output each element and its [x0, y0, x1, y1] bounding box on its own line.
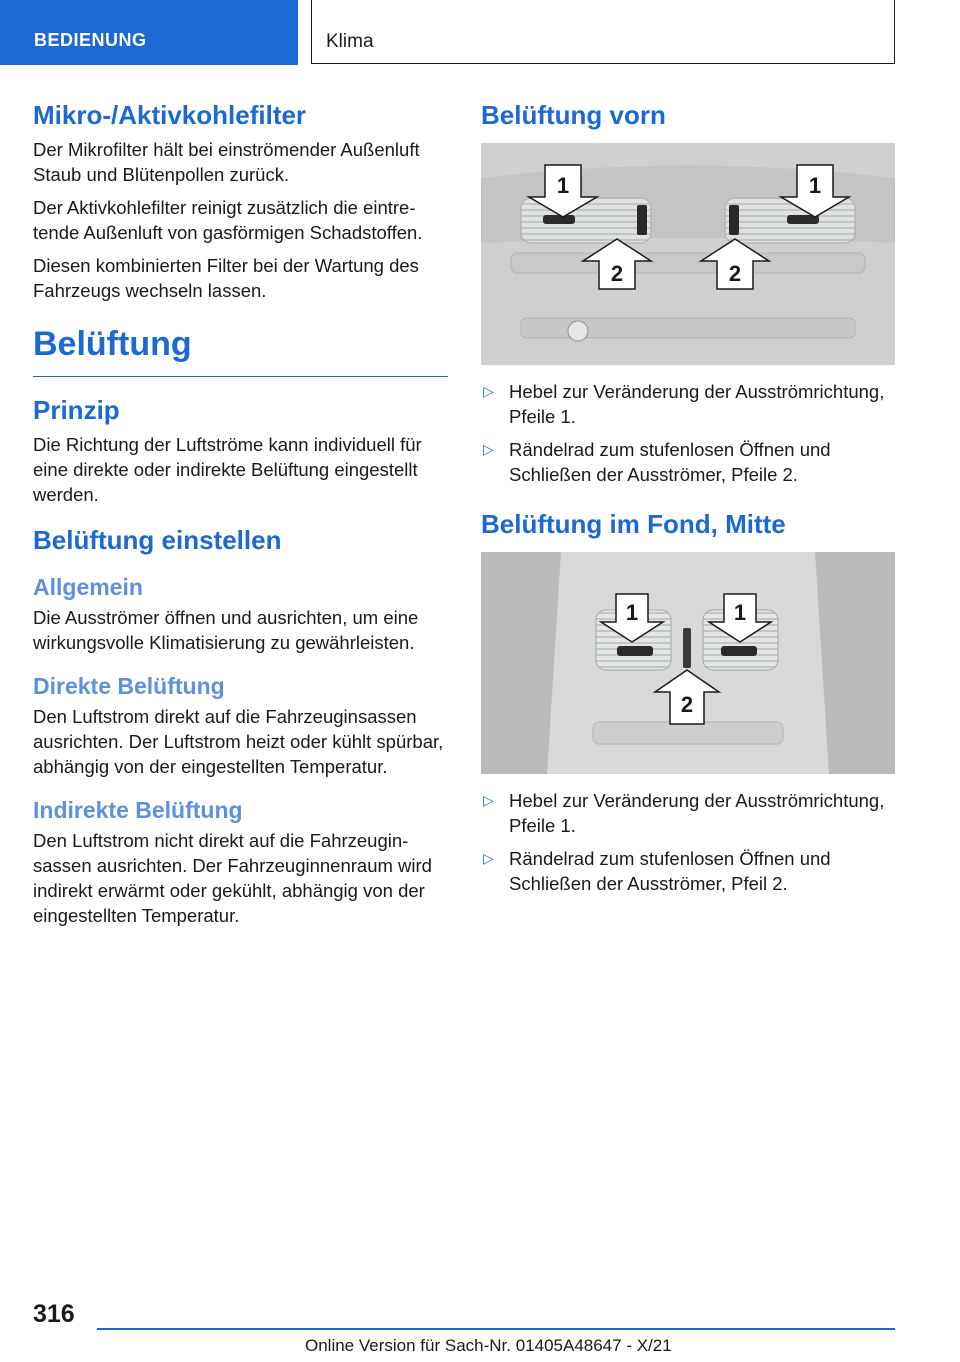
list-item: ▷ Rändelrad zum stufenlosen Öffnen und Schließen der Ausströmer, Pfeile 2. — [483, 439, 831, 485]
rear-ventilation-heading: Belüftung im Fond, Mitte — [481, 509, 786, 539]
svg-text:2: 2 — [610, 261, 624, 286]
indirect-heading: Indirekte Belüftung — [33, 797, 243, 823]
direct-heading: Direkte Belüftung — [33, 673, 225, 699]
list-item: ▷ Hebel zur Veränderung der Ausströmrichtung, Pfeile 1. — [483, 381, 885, 427]
front-ventilation-list — [481, 379, 895, 487]
left-column — [33, 100, 448, 936]
svg-text:1: 1 — [808, 173, 822, 198]
front-ventilation-heading: Belüftung vorn — [481, 100, 666, 130]
list-item: ▷ Rändelrad zum stufenlosen Öffnen und Schließen der Ausströmer, Pfeil 2. — [483, 848, 831, 894]
section-tab — [0, 0, 298, 65]
chapter-label: Klima — [326, 31, 374, 52]
principle-heading: Prinzip — [33, 395, 120, 425]
triangle-right-icon: ▷ — [483, 850, 494, 866]
ventilation-heading: Belüftung — [33, 325, 448, 377]
svg-text:1: 1 — [733, 600, 747, 625]
rear-ventilation-list — [481, 788, 895, 896]
triangle-right-icon: ▷ — [483, 792, 494, 808]
indirect-paragraph: Den Luftstrom nicht direkt auf die Fahrzeuginsassen ausrichten. Der Fahrzeuginnenraum wird indirekt erwärmt oder gekühlt, abhängig von der eingestellten Temperatur. — [33, 830, 432, 926]
right-column — [481, 100, 895, 904]
general-heading: Allgemein — [33, 574, 143, 600]
svg-text:1: 1 — [556, 173, 570, 198]
triangle-right-icon: ▷ — [483, 383, 494, 399]
footer-divider — [97, 1328, 895, 1330]
principle-paragraph: Die Richtung der Luftströme kann individuell für eine direkte oder indirekte Belüftung eingestellt werden. — [33, 434, 422, 505]
filter-paragraph-2: Der Aktivkohlefilter reinigt zusätzlich die eintretende Außenluft von gasförmigen Schadstoffen. — [33, 197, 423, 243]
rear-vents-image — [481, 552, 895, 774]
filter-heading: Mikro-/Aktivkohlefilter — [33, 100, 307, 130]
general-paragraph: Die Ausströmer öffnen und ausrichten, um eine wirkungsvolle Klimatisierung zu gewährleisten. — [33, 607, 419, 653]
chapter-header — [311, 0, 895, 64]
list-item: ▷ Hebel zur Veränderung der Ausströmrichtung, Pfeile 1. — [483, 790, 885, 836]
svg-text:2: 2 — [728, 261, 742, 286]
adjust-heading: Belüftung einstellen — [33, 525, 282, 555]
footer-text: Online Version für Sach-Nr. 01405A48647 - X/21 — [305, 1336, 672, 1355]
filter-paragraph-1: Der Mikrofilter hält bei einströmender Außenluft Staub und Blütenpollen zurück. — [33, 139, 420, 185]
front-vents-image — [481, 143, 895, 365]
direct-paragraph: Den Luftstrom direkt auf die Fahrzeuginsassen ausrichten. Der Luftstrom heizt oder kühlt spürbar, abhängig von der eingestellten Temperatur. — [33, 706, 444, 777]
section-label: BEDIENUNG — [34, 30, 147, 50]
triangle-right-icon: ▷ — [483, 441, 494, 457]
svg-text:2: 2 — [680, 692, 694, 717]
filter-paragraph-3: Diesen kombinierten Filter bei der Wartung des Fahrzeugs wechseln lassen. — [33, 255, 419, 301]
page-number: 316 — [33, 1300, 75, 1328]
svg-text:1: 1 — [625, 600, 639, 625]
